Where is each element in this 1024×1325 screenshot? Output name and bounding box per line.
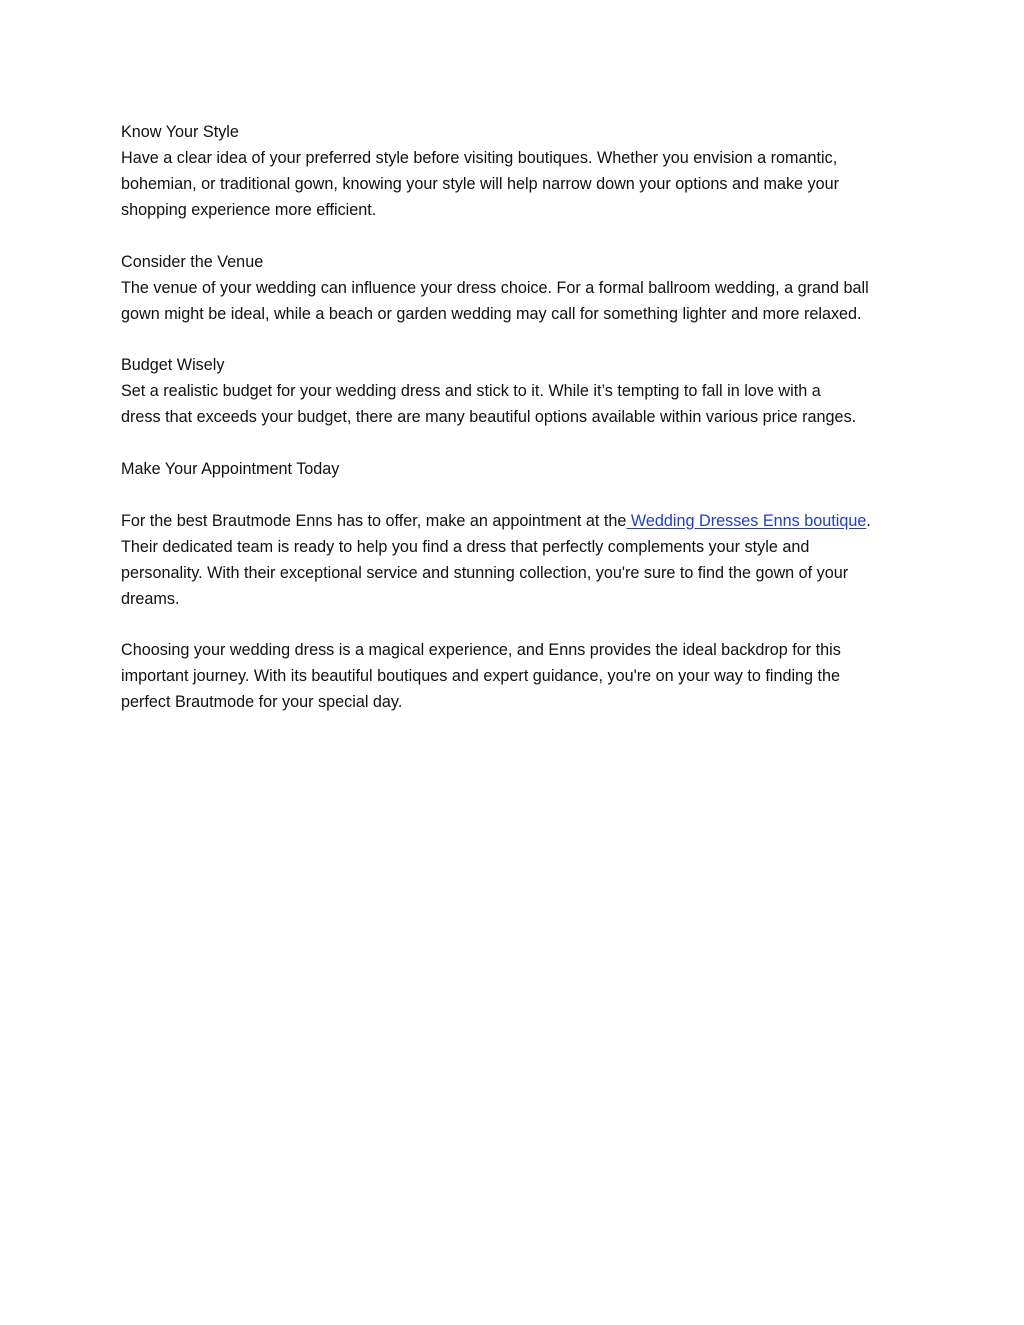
section-heading-consider-the-venue: Consider the Venue [121,252,264,271]
paragraph-line: dress that exceeds your budget, there are many beautiful options available within various price ranges. [121,408,857,427]
paragraph-line: important journey. With its beautiful boutiques and expert guidance, you're on your way to finding the [121,667,841,686]
paragraph-line: dreams. [121,589,180,608]
paragraph-line: perfect Brautmode for your special day. [121,693,403,712]
section-heading-make-your-appointment: Make Your Appointment Today [121,460,340,479]
paragraph-gap [121,327,921,353]
document-page [121,119,921,715]
paragraph-line: gown might be ideal, while a beach or garden wedding may call for something lighter and more relaxed. [121,304,862,323]
paragraph-line: personality. With their exceptional service and stunning collection, you're sure to find the gown of your [121,563,849,582]
paragraph-gap [121,482,921,508]
paragraph-gap [121,430,921,456]
section-heading-budget-wisely: Budget Wisely [121,356,225,375]
paragraph-gap [121,223,921,249]
paragraph-gap [121,612,921,638]
paragraph-line: Set a realistic budget for your wedding dress and stick to it. While it’s tempting to fall in love with a [121,382,821,401]
paragraph-line: Have a clear idea of your preferred style before visiting boutiques. Whether you envision a romantic, [121,149,838,167]
appointment-paragraph-line [121,508,921,534]
paragraph-line: The venue of your wedding can influence your dress choice. For a formal ballroom wedding, a grand ball [121,278,869,297]
paragraph-line: Choosing your wedding dress is a magical experience, and Enns provides the ideal backdrop for this [121,641,841,660]
wedding-dresses-enns-boutique-link[interactable]: Wedding Dresses Enns boutique [626,511,867,530]
appointment-intro-text: For the best Brautmode Enns has to offer, make an appointment at the [121,511,627,530]
section-heading-know-your-style: Know Your Style [121,123,239,141]
paragraph-line: shopping experience more efficient. [121,201,377,219]
paragraph-line: bohemian, or traditional gown, knowing your style will help narrow down your options and make your [121,175,840,193]
appointment-period: . [866,511,871,530]
paragraph-line: Their dedicated team is ready to help you find a dress that perfectly complements your style and [121,537,810,556]
